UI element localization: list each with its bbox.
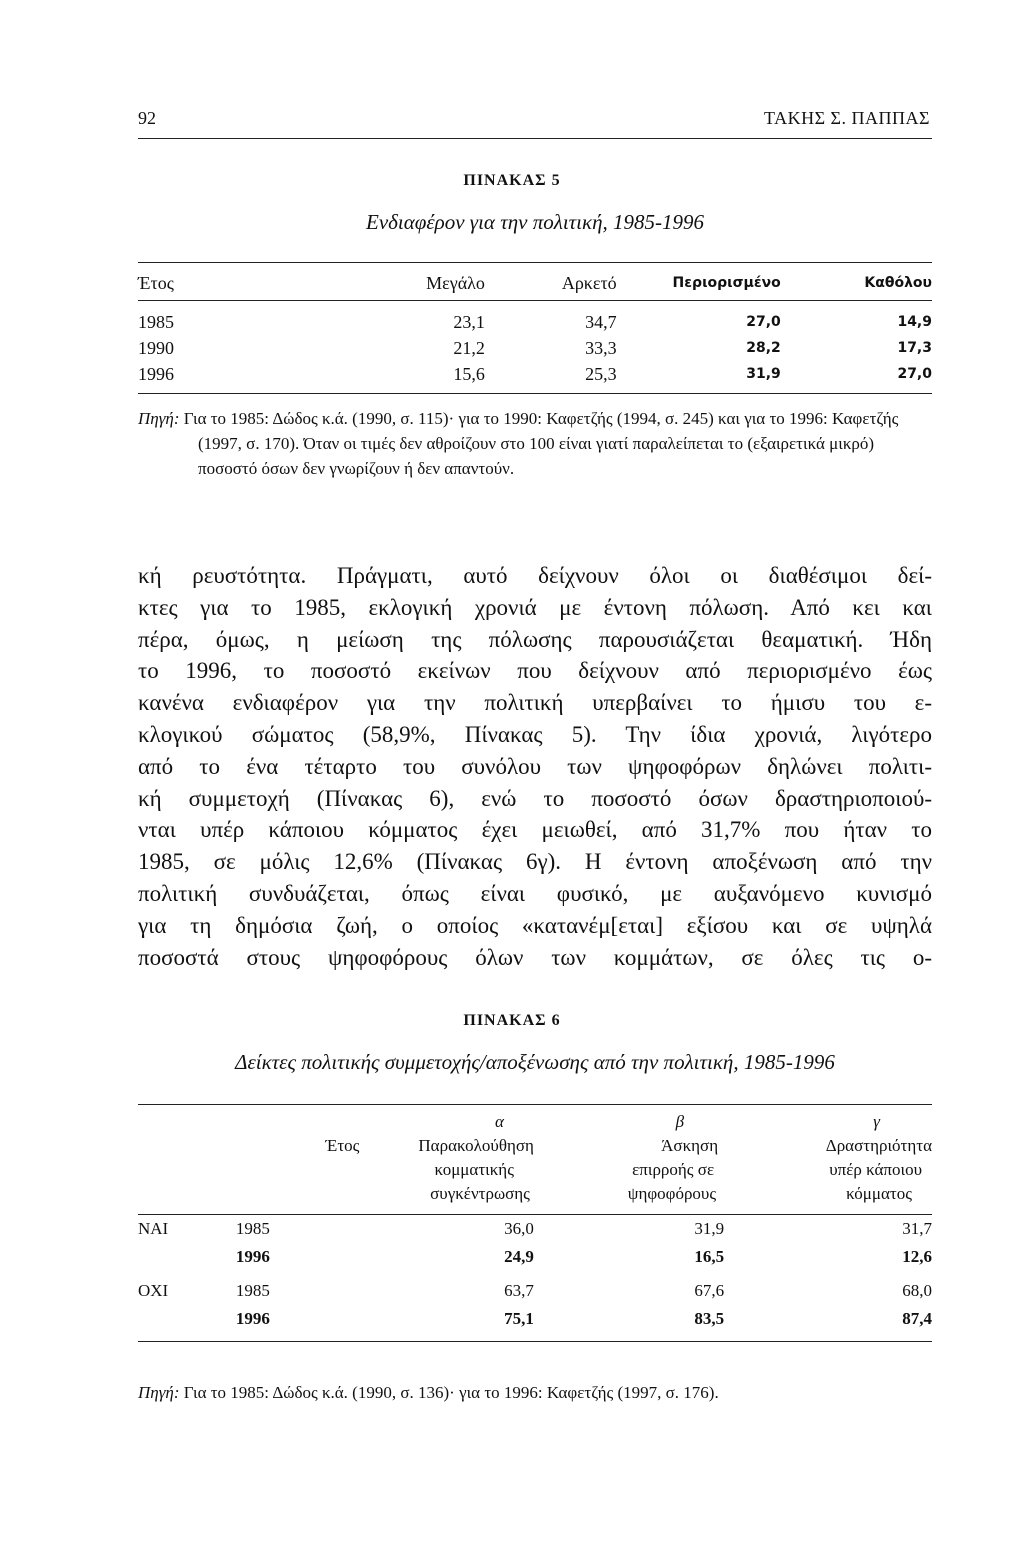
table6-col-header-line: κόμματος [846, 1184, 912, 1203]
table-row [138, 1215, 932, 1244]
table6-col-header-line: υπέρ κάποιου [829, 1160, 922, 1179]
running-head-author: ΤΑΚΗΣ Σ. ΠΑΠΠΑΣ [764, 108, 930, 128]
body-line: από το ένα τέταρτο του συνόλου των ψηφοφόρων δηλώνει πολιτι- [138, 753, 932, 779]
table6-cell-year: 1985 [235, 1281, 270, 1300]
body-line: κή συμμετοχή (Πίνακας 6), ενώ το ποσοστό όσων δραστηριοποιού- [138, 785, 932, 811]
table-row [138, 335, 932, 361]
table6-cell: 16,5 [694, 1247, 725, 1266]
running-header [138, 108, 932, 139]
table6-label: ΠΙΝΑΚΑΣ 6 [463, 1012, 561, 1029]
table-row [138, 1277, 932, 1305]
table6-cell: 67,6 [694, 1281, 725, 1300]
table6-header-row [138, 1136, 932, 1160]
table6-title: Δείκτες πολιτικής συμμετοχής/αποξένωσης από την πολιτική, 1985-1996 [235, 1050, 835, 1074]
table5-cell: 14,9 [897, 314, 932, 330]
table6-group-label: ΟΧΙ [138, 1281, 169, 1300]
table6-top-rule [138, 1104, 932, 1105]
table5-cell: 15,6 [453, 363, 485, 384]
table5-title: Ενδιαφέρον για την πολιτική, 1985-1996 [366, 210, 704, 234]
table6-col-header-line: κομματικής [434, 1160, 514, 1179]
table6-cell: 83,5 [694, 1309, 725, 1328]
table5-col-year: Έτος [138, 272, 174, 293]
page-number: 92 [138, 108, 156, 128]
table5-source-text: Για το 1985: Δώδος κ.ά. (1990, σ. 115)· για το 1990: Καφετζής (1994, σ. 245) και για το 1996: Καφετζής (1997, σ. 170). Όταν οι τιμές δεν αθροίζουν στο 100 είναι γιατί παραλείπεται το (εξαιρετικά μικρό) ποσοστό όσων δεν γνωρίζουν ή δεν απαντούν. [183, 409, 899, 478]
table6-cell: 24,9 [504, 1247, 534, 1266]
table-row [138, 361, 932, 387]
table6-col-year: Έτος [325, 1136, 360, 1155]
table6-group-label: ΝΑΙ [138, 1219, 169, 1238]
body-line: κανένα ενδιαφέρον για την πολιτική υπερβαίνει το ήμισυ του ε- [138, 690, 932, 716]
table6-cell-year: 1985 [235, 1219, 270, 1238]
table5-cell: 27,0 [746, 314, 781, 330]
table6-source [138, 1380, 932, 1405]
table-row [138, 1243, 932, 1271]
table5-cell: 33,3 [585, 337, 617, 358]
table6-cell-year: 1996 [235, 1247, 270, 1266]
table6-cell: 68,0 [902, 1281, 932, 1300]
table5-col-much: Μεγάλο [426, 272, 485, 293]
body-line: ποσοστά στους ψηφοφόρους όλων των κομμάτων, σε όλες τις ο- [138, 944, 932, 970]
table6-header-row [138, 1184, 932, 1208]
table5-col-enough: Αρκετό [561, 272, 617, 293]
body-line: το 1996, το ποσοστό εκείνων που δείχνουν από περιορισμένο έως [138, 658, 932, 684]
body-paragraph [138, 560, 932, 973]
table5-cell: 31,9 [746, 366, 781, 382]
table5-col-none: Καθόλου [864, 275, 932, 291]
table5-source-label: Πηγή: [138, 409, 180, 428]
table5-cell: 23,1 [453, 311, 485, 332]
table6-col-header-line: Παρακολούθηση [418, 1136, 534, 1155]
table6-col-letter: α [494, 1112, 504, 1131]
table6-cell: 12,6 [902, 1247, 932, 1266]
table6-source-label: Πηγή: [138, 1383, 180, 1402]
body-line: πολιτική συνδυάζεται, όπως είναι φυσικό, με αυξανόμενο κυνισμό [138, 880, 932, 906]
table5-cell: 21,2 [453, 337, 485, 358]
table6-cell: 63,7 [504, 1281, 534, 1300]
table6-col-header-line: συγκέντρωσης [430, 1184, 530, 1203]
table6-col-letter: β [675, 1112, 685, 1131]
table5-cell: 1990 [138, 337, 174, 358]
body-line: 1985, σε μόλις 12,6% (Πίνακας 6γ). Η έντονη αποξένωση από την [138, 849, 932, 875]
table5-cell: 1996 [138, 363, 174, 384]
table6-col-header-line: επιρροής σε [632, 1160, 715, 1179]
table5-cell: 1985 [138, 311, 174, 332]
body-line: κλογικού σώματος (58,9%, Πίνακας 5). Την ίδια χρονιά, λιγότερο [138, 721, 932, 747]
table6-header-row [138, 1160, 932, 1184]
table6-cell-year: 1996 [235, 1309, 270, 1328]
table6-col-header-line: ψηφοφόρους [627, 1184, 717, 1203]
table6-letter-row [138, 1112, 932, 1136]
table6-source-text: Για το 1985: Δώδος κ.ά. (1990, σ. 136)· για το 1996: Καφετζής (1997, σ. 176). [183, 1383, 719, 1402]
table6-cell: 75,1 [504, 1309, 534, 1328]
body-line: κή ρευστότητα. Πράγματι, αυτό δείχνουν όλοι οι διαθέσιμοι δεί- [138, 563, 932, 588]
table5-cell: 28,2 [746, 340, 781, 356]
table6-cell: 87,4 [902, 1309, 932, 1328]
body-line: κτες για το 1985, εκλογική χρονιά με έντονη πόλωση. Από κει και [138, 594, 932, 620]
table5-label: ΠΙΝΑΚΑΣ 5 [463, 172, 561, 189]
table-row [138, 309, 932, 335]
body-line: για τη δημόσια ζωή, ο οποίος «κατανέμ[εται] εξίσου και σε υψηλά [138, 912, 932, 938]
table5 [138, 266, 932, 394]
table5-cell: 17,3 [897, 340, 932, 356]
table5-cell: 34,7 [585, 311, 617, 332]
table5-col-limited: Περιορισμένο [672, 275, 781, 291]
table6-cell: 31,9 [694, 1219, 725, 1238]
table6-cell: 36,0 [504, 1219, 534, 1238]
table-row [138, 1305, 932, 1333]
table6-col-header-line: Άσκηση [661, 1136, 719, 1155]
table5-header-row [138, 266, 932, 301]
table5-cell: 25,3 [585, 363, 617, 384]
body-line: πέρα, όμως, η μείωση της πόλωσης παρουσιάζεται θεαματική. Ήδη [138, 626, 932, 652]
body-line: νται υπέρ κάποιου κόμματος έχει μειωθεί, από 31,7% που ήταν το [138, 817, 932, 843]
table6-col-letter: γ [873, 1112, 880, 1131]
table5-top-rule [138, 262, 932, 263]
table5-cell: 27,0 [897, 366, 932, 382]
table6-col-header-line: Δραστηριότητα [825, 1136, 932, 1155]
table5-source [138, 406, 932, 481]
table6 [138, 1112, 932, 1342]
table6-cell: 31,7 [902, 1219, 932, 1238]
